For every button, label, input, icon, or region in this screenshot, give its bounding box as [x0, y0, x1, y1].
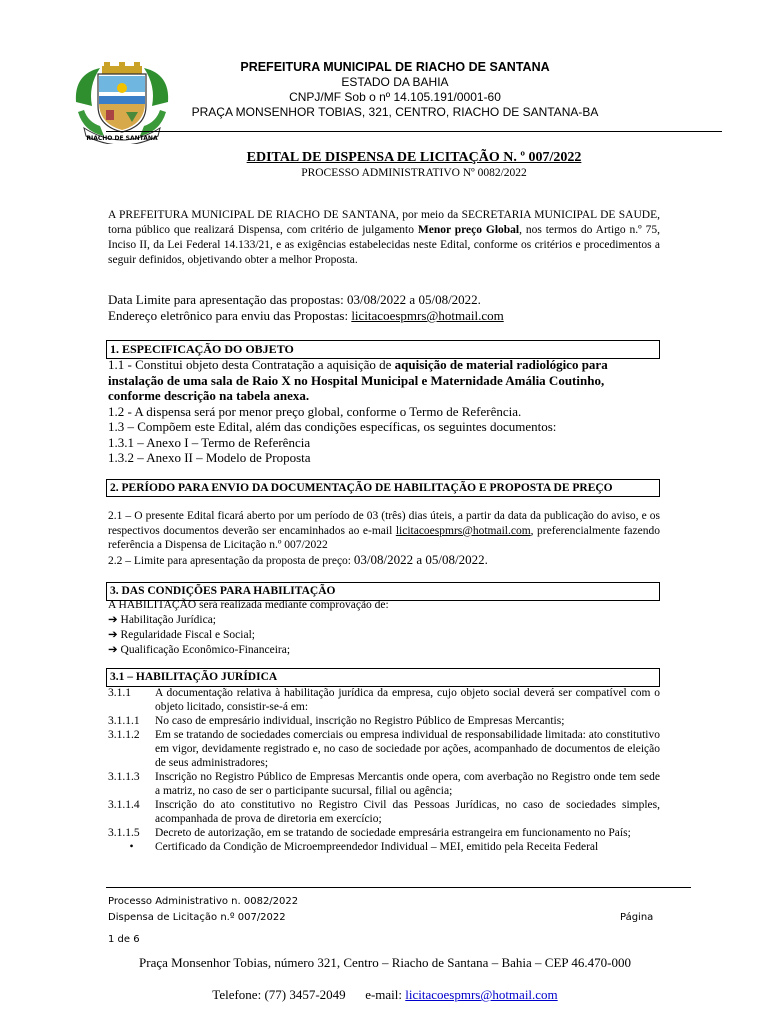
- footer-email-link[interactable]: licitacoespmrs@hotmail.com: [405, 987, 558, 1002]
- org-address: PRAÇA MONSENHOR TOBIAS, 321, CENTRO, RIACHO DE SANTANA-BA: [191, 105, 599, 119]
- list-item: ➔ Regularidade Fiscal e Social;: [108, 629, 255, 641]
- item-2-2: 2.2 – Limite para apresentação da proposta de preço: 03/08/2022 a 05/08/2022.: [108, 551, 488, 567]
- list-item: • Certificado da Condição de Microempreendedor Individual – MEI, emitido pela Receita Federal: [108, 840, 660, 854]
- document-title-block: [106, 150, 722, 179]
- process-number: PROCESSO ADMINISTRATIVO Nº 0082/2022: [301, 167, 527, 179]
- section-3-intro: A HABILITAÇÃO será realizada mediante comprovação de:: [108, 599, 389, 611]
- list-item: ➔ Habilitação Jurídica;: [108, 614, 216, 626]
- item-1-1: 1.1 - Constitui objeto desta Contratação a aquisição de aquisição de material radiológico para instalação de uma sala de Raio X no Hospital Municipal e Maternidade Amália Coutinho, conforme descrição na tabela anexa.: [108, 357, 608, 403]
- footer-process: Processo Administrativo n. 0082/2022: [108, 896, 299, 907]
- state-name: ESTADO DA BAHIA: [341, 75, 449, 89]
- section-3-heading: 3. DAS CONDIÇÕES PARA HABILITAÇÃO: [106, 582, 660, 601]
- document-title: EDITAL DE DISPENSA DE LICITAÇÃO N. º 007/2022: [246, 150, 582, 165]
- list-item: 3.1.1.2 Em se tratando de sociedades comerciais ou empresa individual de responsabilidade limitada: ato constitutivo em vigor, devidamente registrado e, no caso de sociedade por ações, acompanhado de documentos de eleição de seus administradores;: [108, 729, 660, 769]
- item-1-2: 1.2 - A dispensa será por menor preço global, conforme o Termo de Referência.: [108, 403, 522, 419]
- svg-text:RIACHO DE SANTANA: RIACHO DE SANTANA: [86, 135, 158, 142]
- list-item: ➔ Qualificação Econômico-Financeira;: [108, 644, 291, 656]
- section-2-body: [108, 509, 660, 568]
- section-1-body: [108, 357, 660, 466]
- section-3-1-heading: 3.1 – HABILITAÇÃO JURÍDICA: [106, 668, 660, 687]
- footer-divider: [106, 887, 691, 888]
- header-divider: [106, 131, 722, 132]
- deadline-line: Data Limite para apresentação das propostas: 03/08/2022 a 05/08/2022.: [108, 292, 481, 307]
- email-link-2[interactable]: licitacoespmrs@hotmail.com: [395, 524, 531, 537]
- arrow-icon: ➔: [108, 629, 121, 641]
- footer-address: Praça Monsenhor Tobias, número 321, Centro – Riacho de Santana – Bahia – CEP 46.470-000: [139, 955, 631, 970]
- section-2-heading: 2. PERÍODO PARA ENVIO DA DOCUMENTAÇÃO DE HABILITAÇÃO E PROPOSTA DE PREÇO: [106, 479, 660, 497]
- item-1-3-2: 1.3.2 – Anexo II – Modelo de Proposta: [108, 450, 311, 465]
- page-counter: 1 de 6: [108, 934, 140, 945]
- bullet-icon: •: [129, 841, 134, 853]
- list-item: 3.1.1.5 Decreto de autorização, em se tratando de sociedade empresária estrangeira em funcionamento no País;: [108, 827, 631, 839]
- cnpj-line: CNPJ/MF Sob o nº 14.105.191/0001-60: [289, 90, 501, 104]
- email-line: Endereço eletrônico para enviu das Propostas: licitacoespmrs@hotmail.com: [108, 308, 504, 323]
- letterhead: [170, 60, 620, 120]
- list-item: 3.1.1.1 No caso de empresário individual, inscrição no Registro Público de Empresas Mercantis;: [108, 715, 565, 727]
- item-2-1: 2.1 – O presente Edital ficará aberto por um período de 03 (três) dias úteis, a partir da data da publicação do aviso, e os respectivos documentos deverão ser encaminhados ao e-mail licitacoespmrs@hotmail.com, preferencialmente fazendo referência a Dispensa de Licitação n.º 007/2022: [108, 510, 660, 551]
- footer-page-label: Página: [620, 912, 654, 923]
- list-item: 3.1.1 A documentação relativa à habilitação jurídica da empresa, cujo objeto social deverá ser compatível com o objeto licitado, consistir-se-á em:: [108, 687, 660, 713]
- section-3-body: [108, 598, 660, 658]
- list-item: 3.1.1.4 Inscrição do ato constitutivo no Registro Civil das Pessoas Jurídicas, no caso de sociedades simples, acompanhada de prova de diretoria em exercício;: [108, 799, 660, 825]
- intro-paragraph: A PREFEITURA MUNICIPAL DE RIACHO DE SANTANA, por meio da SECRETARIA MUNICIPAL DE SAUDE, torna público que realizará Dispensa, com critério de julgamento Menor preço Global, nos termos do Artigo n.º 75, Inciso II, da Lei Federal 14.133/21, e as exigências estabelecidas neste Edital, conforme os critérios e procedimentos a seguir definidos, objetivando obter a melhor Proposta.: [108, 209, 660, 266]
- section-3-1-list: [108, 686, 660, 854]
- item-1-3-1: 1.3.1 – Anexo I – Termo de Referência: [108, 434, 311, 450]
- item-1-3: 1.3 – Compõem este Edital, além das condições específicas, os seguintes documentos:: [108, 419, 557, 434]
- section-1-heading: 1. ESPECIFICAÇÃO DO OBJETO: [106, 340, 660, 359]
- arrow-icon: ➔: [108, 614, 121, 626]
- org-name: PREFEITURA MUNICIPAL DE RIACHO DE SANTANA: [240, 60, 550, 74]
- footer-dispensa: Dispensa de Licitação n.º 007/2022: [108, 912, 286, 923]
- footer-contact: Telefone: (77) 3457-2049 e-mail: licitacoespmrs@hotmail.com: [212, 987, 558, 1002]
- email-link[interactable]: licitacoespmrs@hotmail.com: [351, 308, 504, 323]
- list-item: 3.1.1.3 Inscrição no Registro Público de Empresas Mercantis onde opera, com averbação no Registro onde tem sede a matriz, no caso de ser o participante sucursal, filial ou agência;: [108, 771, 660, 797]
- arrow-icon: ➔: [108, 644, 121, 656]
